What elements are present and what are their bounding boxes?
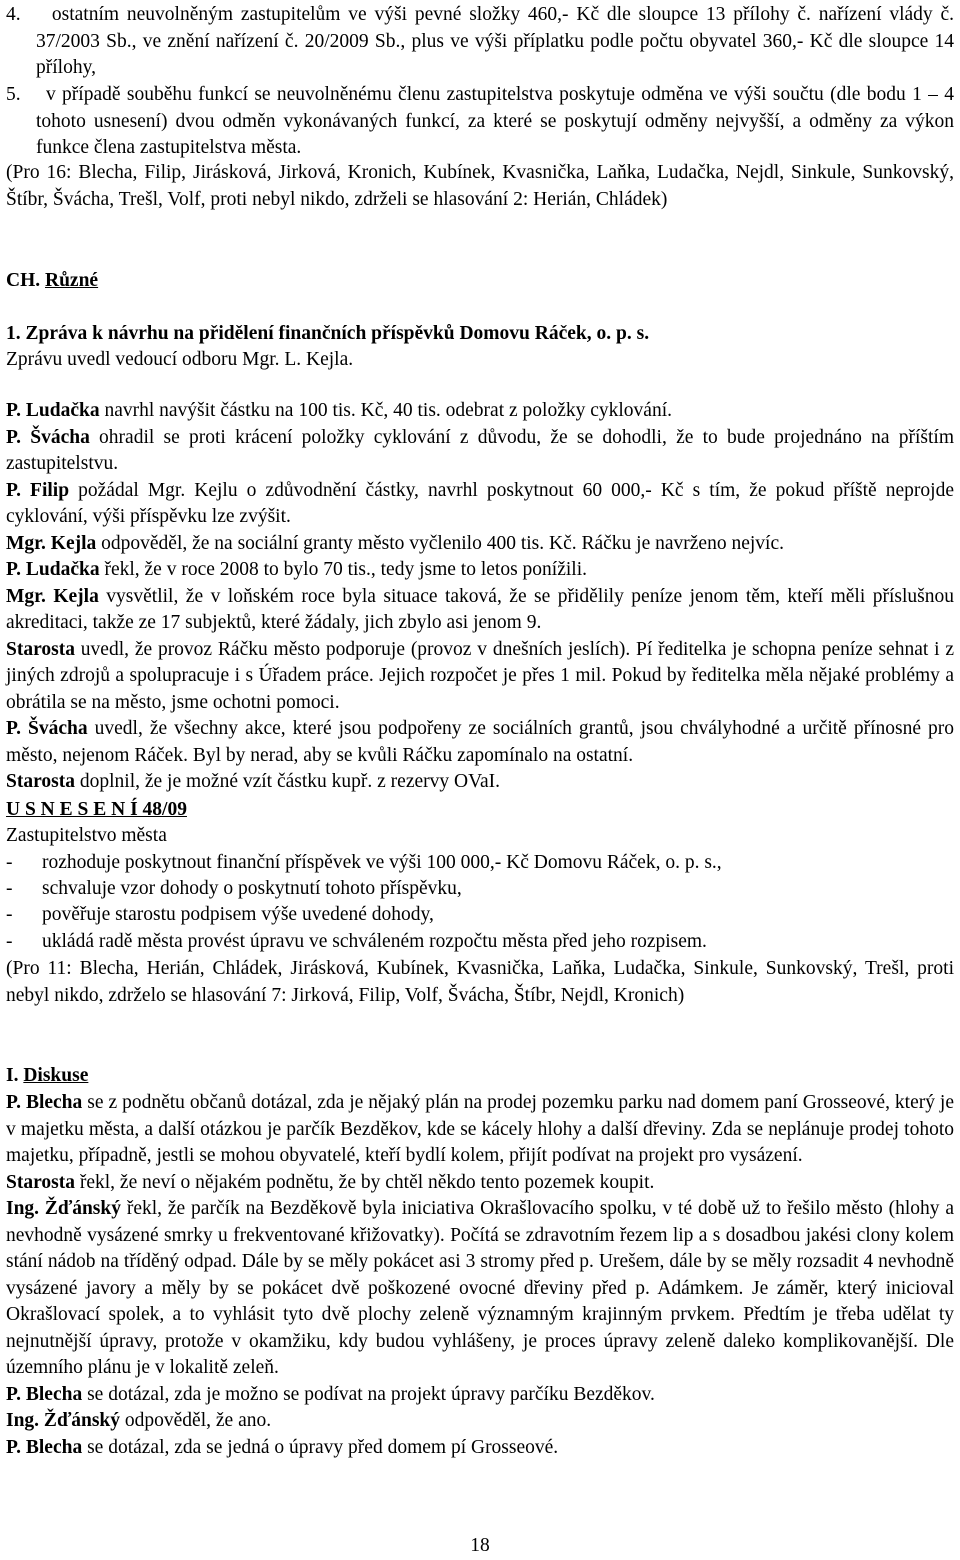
discussion-entry [6, 557, 954, 584]
speaker-name: P. Ludačka [6, 400, 100, 421]
page-number: 18 [470, 1535, 490, 1556]
item-text: v případě souběhu funkcí se neuvolněnému členu zastupitelstva poskytuje odměna ve výši součtu (dle bodu 1 – 4 tohoto usnesení) dvou odměn vykonávaných funkcí, za které se poskytují odměny nejvyšší, a odměny za výkon funkce člena zastupitelstva města. [36, 84, 955, 158]
discussion-entry [6, 1090, 954, 1170]
discussion-entry [6, 425, 954, 478]
speaker-text: odpověděl, že ano. [120, 1410, 272, 1431]
section-heading-ch [6, 268, 954, 295]
section-heading-i [6, 1063, 954, 1090]
discussion-entry [6, 531, 954, 558]
speaker-text: řekl, že neví o nějakém podnětu, že by chtěl někdo tento pozemek koupit. [74, 1171, 655, 1193]
discussion-block [6, 1090, 954, 1461]
speaker-text: se z podnětu občanů dotázal, zda je nějaký plán na prodej pozemku parku nad domem paní Grosseové, který je v majetku města, a další otázkou je parčík Bezděkov, kde se kácely hlohy a další dřeviny. Zda se neplánuje prodej tohoto majetku, případně, jestli se mohou obyvatelé, kteří bydlí kolem, přijít podívat na projekt pro vysázení. [6, 1092, 954, 1166]
speaker-name: P. Blecha [6, 1092, 83, 1113]
dash-marker: - [6, 852, 13, 873]
discussion-entry [6, 1196, 954, 1382]
discussion-entry [6, 637, 954, 717]
speaker-text: se dotázal, zda je možno se podívat na projekt úpravy parčíku Bezděkov. [82, 1383, 655, 1405]
discussion-entry [6, 769, 954, 796]
speaker-name: Starosta [6, 1171, 75, 1193]
discussion-entry [6, 584, 954, 637]
discussion-block [6, 398, 954, 796]
resolution-line [6, 902, 954, 929]
resolution-line-text: rozhoduje poskytnout finanční příspěvek ve výši 100 000,- Kč Domovu Ráček, o. p. s., [42, 852, 722, 873]
speaker-name: P. Švácha [6, 718, 88, 739]
resolution-line [6, 876, 954, 903]
list-item-4 [6, 2, 954, 82]
item-text: ostatním neuvolněným zastupitelům ve výši pevné složky 460,- Kč dle sloupce 13 přílohy č. nařízení vlády č. 37/2003 Sb., ve znění nařízení č. 20/2009 Sb., plus ve výši příplatku podle počtu obyvatel 360,- Kč dle sloupce 14 přílohy, [36, 4, 955, 78]
resolution-line-text: pověřuje starostu podpisem výše uvedené dohody, [42, 904, 434, 925]
speaker-text: odpověděl, že na sociální granty město vyčlenilo 400 tis. Kč. Ráčku je navrženo nejvíc. [96, 532, 784, 554]
discussion-entry [6, 478, 954, 531]
speaker-text: navrhl navýšit částku na 100 tis. Kč, 40 tis. odebrat z položky cyklování. [99, 400, 673, 421]
dash-marker: - [6, 931, 13, 952]
resolution-body: Zastupitelstvo města [6, 825, 167, 846]
resolution-line-text: ukládá radě města provést úpravu ve schváleném rozpočtu města před jeho rozpisem. [42, 931, 707, 952]
speaker-name: P. Blecha [6, 1383, 83, 1405]
section-prefix: CH. [6, 270, 41, 291]
vote-record: (Pro 11: Blecha, Herián, Chládek, Jirásková, Kubínek, Kvasnička, Laňka, Ludačka, Sinkule, Sunkovský, Trešl, proti nebyl nikdo, zdrželo se hlasování 7: Jirková, Filip, Volf, Švácha, Štíbr, Nejdl, Kronich) [6, 958, 954, 1006]
section-prefix: I. [6, 1065, 19, 1086]
item-number: 5. [6, 84, 21, 105]
dash-marker: - [6, 904, 13, 925]
speaker-text: vysvětlil, že v loňském roce byla situace taková, že se přidělily peníze jenom těm, kteří měli příslušnou akreditaci, takže ze 17 subjektů, které žádaly, jich zbylo asi jenom 9. [6, 585, 954, 633]
speaker-text: uvedl, že všechny akce, které jsou podpořeny ze sociálních grantů, jsou chvályhodné a určitě přínosné pro město, nejenom Ráček. Byl by nerad, aby se kvůli Ráčku zapomínalo na ostatní. [6, 718, 955, 766]
item-title: 1. Zpráva k návrhu na přidělení finančních příspěvků Domovu Ráček, o. p. s. [6, 323, 650, 344]
speaker-name: Ing. Žďánský [6, 1198, 121, 1219]
list-item-5 [6, 82, 954, 162]
resolution-line [6, 929, 954, 956]
discussion-entry [6, 398, 954, 425]
speaker-name: P. Filip [6, 479, 70, 501]
speaker-name: Starosta [6, 638, 75, 660]
discussion-entry [6, 1435, 954, 1462]
speaker-text: doplnil, že je možné vzít částku kupř. z rezervy OVaI. [74, 771, 501, 792]
discussion-entry [6, 1408, 954, 1435]
item-presenter: Zprávu uvedl vedoucí odboru Mgr. L. Kejla. [6, 349, 354, 370]
speaker-name: Mgr. Kejla [6, 585, 99, 607]
discussion-entry [6, 716, 954, 769]
speaker-text: se dotázal, zda se jedná o úpravy před domem pí Grosseové. [82, 1436, 559, 1458]
item-heading [6, 321, 954, 348]
resolution-heading [6, 797, 954, 824]
resolution-line-text: schvaluje vzor dohody o poskytnutí tohoto příspěvku, [42, 878, 462, 899]
speaker-name: Ing. Žďánský [6, 1410, 121, 1431]
speaker-name: Mgr. Kejla [6, 532, 97, 554]
section-title: Diskuse [23, 1065, 89, 1086]
item-number: 4. [6, 4, 21, 25]
speaker-name: P. Blecha [6, 1436, 83, 1458]
speaker-text: ohradil se proti krácení položky cyklování z důvodu, že se dohodli, že to bude projednáno na příštím zastupitelstvu. [6, 426, 954, 474]
speaker-text: požádal Mgr. Kejlu o zdůvodnění částky, navrhl poskytnout 60 000,- Kč s tím, že pokud příště neprojde cyklování, výši příspěvku lze zvýšit. [6, 479, 954, 527]
vote-record: (Pro 16: Blecha, Filip, Jirásková, Jirková, Kronich, Kubínek, Kvasnička, Laňka, Ludačka, Nejdl, Sinkule, Sunkovský, Štíbr, Švácha, Trešl, Volf, proti nebyl nikdo, zdrželi se hlasování 2: Herián, Chládek) [6, 162, 954, 210]
dash-marker: - [6, 878, 13, 899]
section-title: Různé [45, 270, 99, 291]
speaker-text: řekl, že parčík na Bezděkově byla iniciativa Okrašlovacího spolku, v té době už to řešilo město (hlohy a nevhodně vysázené smrky u frekventované křižovatky). Počítá se zdravotním řezem lip a s dosadbou jakési clony kolem stání nádob na tříděný odpad. Dále by se měly pokácet asi 3 stromy před p. Urešem, dále by se měly rozsadit 4 nevhodně vysázené javory a měly by se pokácet dvě poškozené ovocné dřeviny před p. Adámkem. Je záměr, který inicioval Okrašlovací spolek, a to vyhlásit tyto dvě plochy zeleně významným krajinným prvkem. Předtím je třeba udělat ty nejnutnější úpravy, protože v okamžiku, kdy budou vyhlášeny, je proces úpravy zeleně daleko komplikovanější. Dle územního plánu je v lokalitě zeleň. [6, 1198, 954, 1378]
speaker-name: Starosta [6, 771, 75, 792]
discussion-entry [6, 1382, 954, 1409]
speaker-text: řekl, že v roce 2008 to bylo 70 tis., tedy jsme to letos ponížili. [99, 559, 587, 580]
speaker-name: P. Švácha [6, 426, 90, 448]
resolution-line [6, 850, 954, 877]
resolution-title: U S N E S E N Í 48/09 [6, 799, 187, 820]
speaker-text: uvedl, že provoz Ráčku město podporuje (provoz v dnešních jeslích). Pí ředitelka je schopna peníze sehnat i z jiných zdrojů a spolupracuje i s Úřadem práce. Jejich rozpočet je přes 1 mil. Pokud by ředitelka měla nějaké problémy a obrátila se na město, jsme ochotni pomoci. [6, 638, 954, 713]
speaker-name: P. Ludačka [6, 559, 100, 580]
discussion-entry [6, 1170, 954, 1197]
